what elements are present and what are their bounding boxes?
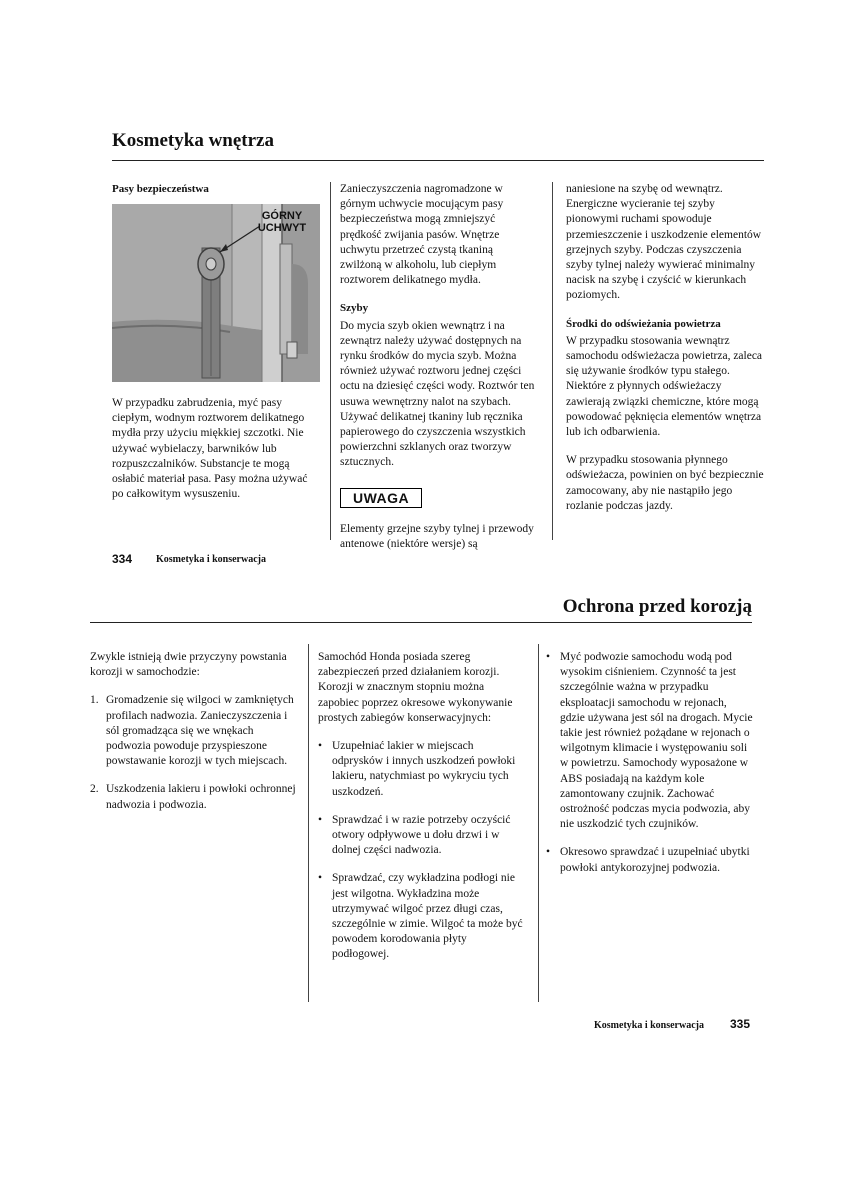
page-title-corrosion: Ochrona przed korozją [562,596,752,617]
air-freshener-paragraph-2: W przypadku stosowania płynnego odświeżacza, powinien on być bezpiecznie zamocowany, aby nie nastąpiło jego rozlanie podczas jazdy. [566,454,764,512]
page-number-right: 335 [730,1017,751,1031]
list-item: • Myć podwozie samochodu wodą pod wysokim ciśnieniem. Czynność ta jest szczególnie ważna w przypadku eksploatacji samochodu w rejonach, gdzie używana jest sól na drogach. Mycie takie jest również pożądane w rejonach o wilgotnym klimacie i występowaniu soli w powietrzu. Samochody wyposażone w ABS posiadają na każdym kole zamontowany czujnik. Zachować ostrożność podczas mycia podwozia, aby nie uszkodzić tych czujników. [546,650,754,832]
air-freshener-paragraph-1: W przypadku stosowania wewnątrz samochodu odświeżacza powietrza, zaleca się używanie środków typu stałego. Niektóre z płynnych odświeżaczy zawierają związki chemiczne, które mogą powodować pęknięcia elementów wnętrza lub ich odbarwienia. [566,334,763,439]
corrosion-causes-list [90,693,296,812]
list-item: • Sprawdzać, czy wykładzina podłogi nie jest wilgotna. Wykładzina może utrzymywać wilgoć przez długi czas, szczególnie w zimie. Wilgoć ta może być powodem korodowania płyty podłogowej. [318,871,526,962]
corrosion-intro: Zwykle istnieją dwie przyczyny powstania korozji w samochodzie: [90,651,287,679]
maintenance-list-2 [546,650,754,876]
anchor-cleaning-paragraph: Zanieczyszczenia nagromadzone w górnym uchwycie mocującym pasy bezpieczeństwa mogą zmniejszyć prędkość zwijania pasów. Wnętrze uchwytu przetrzeć czystą tkaniną zwilżoną w alkoholu, lub ciepłym roztworem delikatnego mydła. [340,183,504,287]
list-item: • Okresowo sprawdzać i uzupełniać ubytki powłoki antykorozyjnej podwozia. [546,845,754,875]
column-divider-top-1 [330,182,331,540]
page-number-left: 334 [112,552,133,566]
column-divider-bottom-1 [308,644,309,1002]
maintenance-list-1 [318,739,526,963]
seatbelt-cleaning-paragraph: W przypadku zabrudzenia, myć pasy ciepłym, wodnym roztworem delikatnego mydła przy użyciu miękkiej szczotki. Nie używać wybielaczy, barwników lub rozpuszczalników. Substancje te mogą osłabić materiał pasa. Pasy można używać po całkowitym wysuszeniu. [112,397,308,501]
footer-section-left: Kosmetyka i konserwacja [156,554,266,565]
subheading-seatbelts: Pasy bezpieczeństwa [112,183,209,195]
list-item: 2. Uszkodzenia lakieru i powłoki ochronnej nadwozia i podwozia. [90,783,296,811]
subheading-windows: Szyby [340,302,369,315]
photo-label-upper-anchor: GÓRNY UCHWYT [257,210,307,234]
bottom-column-1 [90,650,296,826]
top-column-3 [566,182,766,527]
list-item: • Uzupełniać lakier w miejscach odprysków i innych uszkodzeń powłoki lakieru, natychmiast po wykryciu tych uszkodzeń. [318,739,526,800]
seatbelt-anchor-photo [112,204,320,382]
windows-cleaning-paragraph: Do mycia szyb okien wewnątrz i na zewnątrz należy używać dostępnych na rynku środków do mycia szyb. Można również używać roztworu jednej części octu na dziesięć części wody. Roztwór ten usuwa wewnętrzny nalot na szybach. Używać delikatnej tkaniny lub ręcznika papierowego do czyszczenia wszystkich powierzchni szklanych oraz tworzyw sztucznych. [340,319,535,469]
list-item: • Sprawdzać i w razie potrzeby oczyścić otwory odpływowe u dołu drzwi i w dolnej części nadwozia. [318,813,526,859]
title-rule-top [112,160,764,161]
bottom-column-2 [318,650,526,976]
page-title-interior: Kosmetyka wnętrza [112,130,274,151]
title-rule-bottom [90,622,752,623]
top-column-1 [112,182,320,199]
footer-section-right: Kosmetyka i konserwacja [594,1020,704,1031]
rear-window-paragraph: naniesione na szybę od wewnątrz. Energiczne wycieranie tej szyby pionowymi ruchami spowoduje przemieszczenie i uszkodzenie elementów grzejnych szyby. Podczas czyszczenia szyby tylnej należy wywierać minimalny nacisk na szybę i czyścić w kierunkach poziomych. [566,183,762,302]
column-divider-bottom-2 [538,644,539,1002]
top-column-2 [340,182,536,565]
list-item: 1. Gromadzenie się wilgoci w zamkniętych profilach nadwozia. Zanieczyszczenia i sól gromadząca się we wnękach podwozia powoduje przyspieszone powstawanie korozji w tych miejscach. [90,694,294,768]
warning-label: UWAGA [340,488,422,508]
honda-protection-paragraph: Samochód Honda posiada szereg zabezpieczeń przed działaniem korozji. Korozji w znacznym stopniu można zapobiec poprzez okresowe wykonywanie prostych zabiegów konserwacyjnych: [318,651,513,724]
column-divider-top-2 [552,182,553,540]
warning-paragraph: Elementy grzejne szyby tylnej i przewody antenowe (niektóre wersje) są [340,522,534,550]
subheading-air-fresheners: Środki do odświeżania powietrza [566,317,721,330]
bottom-column-3 [546,650,754,889]
top-column-1-text [112,396,320,515]
